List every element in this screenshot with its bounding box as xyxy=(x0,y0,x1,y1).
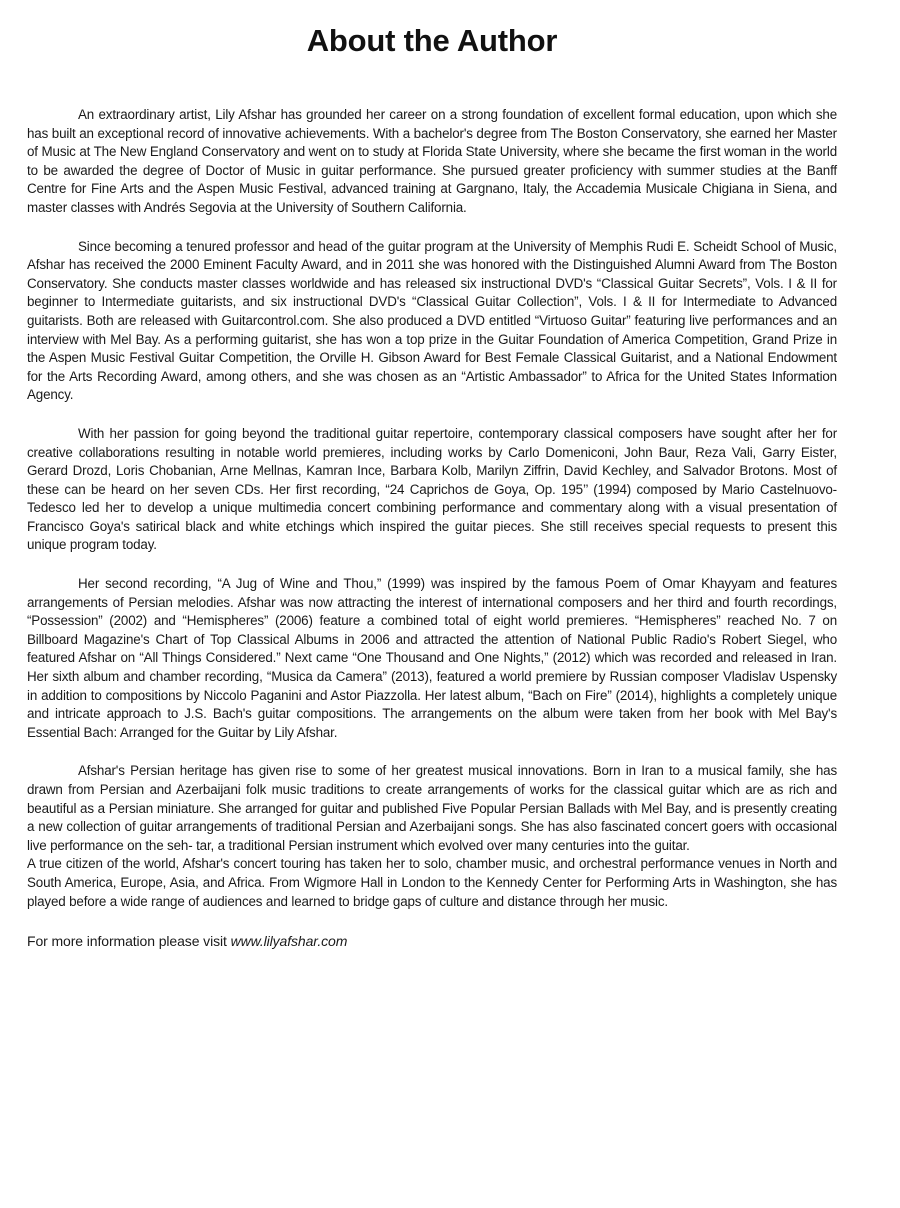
bio-paragraph-heritage: Afshar's Persian heritage has given rise to some of her greatest musical innovations. Born in Iran to a musical family, she has drawn from Persian and Azerbaijani folk music traditions to create arrangements of works for the classical guitar which are as rich and beautiful as a Persian miniature. She arranged for guitar and published Five Popular Persian Ballads with Mel Bay, and is presently creating a new collection of guitar arrangements of traditional Persian and Azerbaijani songs. She has also fascinated concert goers with occasional live performance on the seh- tar, a traditional Persian instrument which evolved over many centuries into the guitar. xyxy=(27,763,837,853)
page-title: About the Author xyxy=(306,23,558,58)
about-author-page xyxy=(27,0,837,951)
bio-paragraph-awards: Since becoming a tenured professor and head of the guitar program at the University of Memphis Rudi E. Scheidt School of Music, Afshar has received the 2000 Eminent Faculty Award, and in 2011 she was honored with the Distinguished Alumni Award from The Boston Conservatory. She conducts master classes worldwide and has released six instructional DVD's “Classical Guitar Secrets”, Vols. I & II for beginner to Intermediate guitarists, and six instructional DVD's “Classical Guitar Collection”, Vols. I & II for Intermediate to Advanced guitarists. Both are released with Guitarcontrol.com. She also produced a DVD entitled “Virtuoso Guitar” featuring live performances and an interview with Mel Bay. As a performing guitarist, she has won a top prize in the Guitar Foundation of America Competition, Grand Prize in the Aspen Music Festival Guitar Competition, the Orville H. Gibson Award for Best Female Classical Guitarist, and a National Endowment for the Arts Recording Award, among others, and she was chosen as an “Artistic Ambassador” to Africa for the United States Information Agency. xyxy=(27,238,837,403)
bio-paragraph-recordings: Her second recording, “A Jug of Wine and Thou,” (1999) was inspired by the famous Poem of Omar Khayyam and features arrangements of Persian melodies. Afshar was now attracting the interest of international composers and her third and fourth recordings, “Possession” (2002) and “Hemispheres” (2006) feature a combined total of eight world premieres. “Hemispheres” reached No. 7 on Billboard Magazine's Chart of Top Classical Albums in 2006 and attracted the attention of National Public Radio's Robert Siegel, who featured Afshar on “All Things Considered.” Next came “One Thousand and One Nights,” (2012) which was recorded and released in Iran. Her sixth album and chamber recording, “Musica da Camera” (2013), featured a world premiere by Russian composer Vladislav Uspensky in addition to compositions by Niccolo Paganini and Astor Piazzolla. Her latest album, “Bach on Fire” (2014), highlights a completely unique and intricate approach to J.S. Bach's guitar compositions. The arrangements on the album were taken from her book with Mel Bay's Essential Bach: Arranged for the Guitar by Lily Afshar. xyxy=(27,576,837,740)
bio-paragraph-premieres: With her passion for going beyond the traditional guitar repertoire, contemporary classical composers have sought after her for creative collaborations resulting in notable world premieres, including works by Carlo Domeniconi, John Baur, Reza Vali, Garry Eister, Gerard Drozd, Loris Chobanian, Arne Mellnas, Kamran Ince, Barbara Kolb, Marilyn Ziffrin, David Kechley, and Salvador Brotons. Most of these can be heard on her seven CDs. Her first recording, “24 Caprichos de Goya, Op. 195’’ (1994) composed by Mario Castelnuovo-Tedesco led her to develop a unique multimedia concert combining performance and commentary along with a visual presentation of Francisco Goya's satirical black and white etchings which inspired the guitar pieces. She still receives special requests to present this unique program today. xyxy=(27,425,837,553)
more-info-label: For more information please visit xyxy=(27,933,227,950)
more-info-line xyxy=(27,931,837,951)
bio-paragraph-education: An extraordinary artist, Lily Afshar has grounded her career on a strong foundation of excellent formal education, upon which she has built an exceptional record of innovative achievements. With a bachelor's degree from The Boston Conservatory, she earned her Master of Music at The New England Conservatory and went on to study at Florida State University, where she became the first woman in the world to be awarded the degree of Doctor of Music in guitar performance. She pursued greater proficiency with summer studies at the Banff Centre for Fine Arts and the Aspen Music Festival, advanced training at Gargnano, Italy, the Accademia Musicale Chigiana in Siena, and master classes with Andrés Segovia at the University of Southern California. xyxy=(27,107,837,215)
website-link[interactable]: www.lilyafshar.com xyxy=(230,933,348,950)
biography-body xyxy=(27,106,837,951)
bio-paragraph-touring: A true citizen of the world, Afshar's concert touring has taken her to solo, chamber music, and orchestral performance venues in North and South America, Europe, Asia, and Africa. From Wigmore Hall in London to the Kennedy Center for Performing Arts in Washington, she has played before a wide range of audiences and learned to bridge gaps of culture and distance through her music. xyxy=(27,856,837,909)
